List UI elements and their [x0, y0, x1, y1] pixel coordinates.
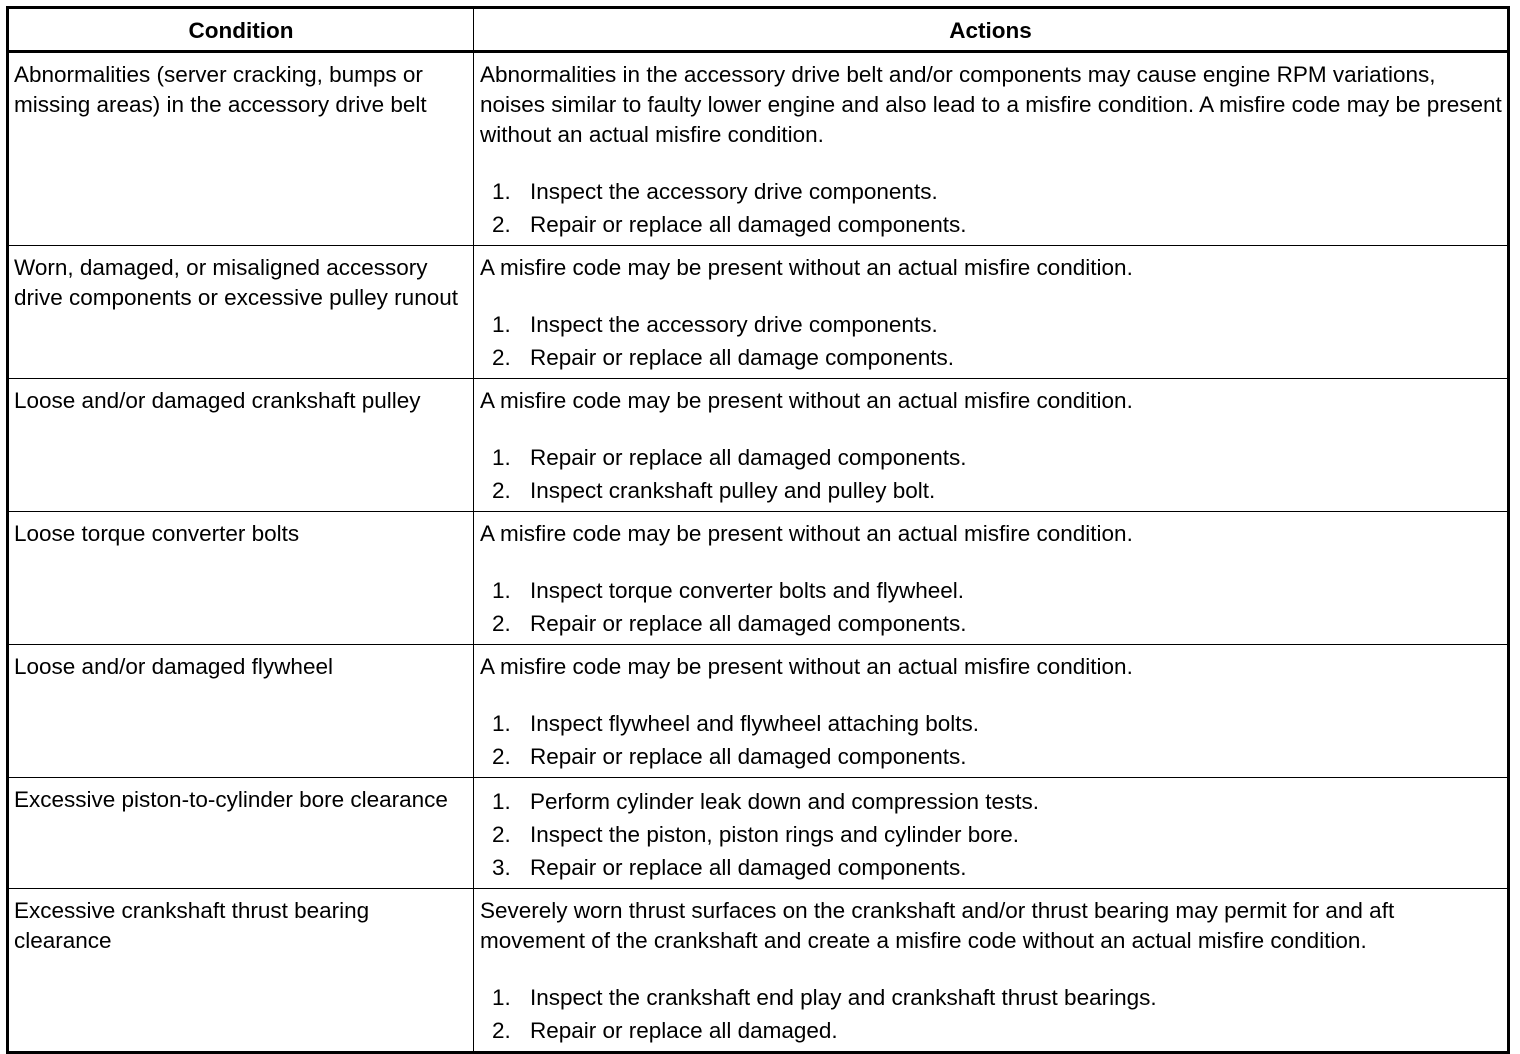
step-text: Repair or replace all damaged components. [530, 611, 967, 636]
step-number: 2. [492, 478, 511, 503]
step-item [492, 208, 1504, 241]
action-description: A misfire code may be present without an actual misfire condition. [480, 255, 1133, 280]
step-number: 1. [492, 789, 511, 814]
diagnostic-table [6, 6, 1510, 1054]
step-item [492, 707, 1504, 740]
step-item [492, 818, 1504, 851]
table-row [8, 379, 1509, 512]
step-text: Inspect the accessory drive components. [530, 179, 938, 204]
table-row [8, 645, 1509, 778]
table-header-row [8, 8, 1509, 52]
step-number: 1. [492, 445, 511, 470]
step-number: 2. [492, 822, 511, 847]
step-number: 2. [492, 1018, 511, 1043]
condition-cell: Loose torque converter bolts [8, 512, 474, 645]
action-steps [480, 785, 1504, 884]
step-item [492, 740, 1504, 773]
actions-cell [474, 778, 1509, 889]
step-item [492, 1014, 1504, 1047]
step-number: 2. [492, 744, 511, 769]
condition-cell: Excessive piston-to-cylinder bore clearance [8, 778, 474, 889]
step-item [492, 341, 1504, 374]
action-steps [480, 308, 1504, 374]
column-header-condition: Condition [8, 8, 474, 52]
condition-cell: Loose and/or damaged crankshaft pulley [8, 379, 474, 512]
actions-cell [474, 379, 1509, 512]
actions-cell [474, 512, 1509, 645]
step-number: 1. [492, 179, 511, 204]
action-description: Abnormalities in the accessory drive belt and/or components may cause engine RPM variations, noises similar to faulty lower engine and also lead to a misfire condition. A misfire code may be present without an actual misfire condition. [480, 62, 1502, 147]
step-text: Repair or replace all damaged components. [530, 855, 967, 880]
step-item [492, 474, 1504, 507]
condition-cell: Abnormalities (server cracking, bumps or missing areas) in the accessory drive belt [8, 52, 474, 246]
action-description: A misfire code may be present without an actual misfire condition. [480, 388, 1133, 413]
step-item [492, 851, 1504, 884]
step-text: Repair or replace all damage components. [530, 345, 954, 370]
step-item [492, 574, 1504, 607]
step-text: Repair or replace all damaged components. [530, 744, 967, 769]
step-item [492, 607, 1504, 640]
actions-cell [474, 52, 1509, 246]
table-row [8, 246, 1509, 379]
step-text: Repair or replace all damaged components. [530, 212, 967, 237]
step-item [492, 785, 1504, 818]
table-row [8, 889, 1509, 1053]
step-text: Repair or replace all damaged. [530, 1018, 838, 1043]
action-description: A misfire code may be present without an actual misfire condition. [480, 654, 1133, 679]
step-number: 1. [492, 711, 511, 736]
step-text: Inspect flywheel and flywheel attaching bolts. [530, 711, 980, 736]
step-item [492, 441, 1504, 474]
action-steps [480, 707, 1504, 773]
action-steps [480, 574, 1504, 640]
step-number: 2. [492, 212, 511, 237]
condition-cell: Worn, damaged, or misaligned accessory drive components or excessive pulley runout [8, 246, 474, 379]
table-row [8, 512, 1509, 645]
step-item [492, 308, 1504, 341]
step-text: Inspect crankshaft pulley and pulley bolt. [530, 478, 936, 503]
step-text: Perform cylinder leak down and compression tests. [530, 789, 1039, 814]
column-header-actions: Actions [474, 8, 1509, 52]
step-number: 3. [492, 855, 511, 880]
condition-cell: Loose and/or damaged flywheel [8, 645, 474, 778]
actions-cell [474, 645, 1509, 778]
action-description: Severely worn thrust surfaces on the crankshaft and/or thrust bearing may permit for and aft movement of the crankshaft and create a misfire code without an actual misfire condition. [480, 898, 1395, 953]
step-text: Inspect the accessory drive components. [530, 312, 938, 337]
action-steps [480, 441, 1504, 507]
step-text: Repair or replace all damaged components. [530, 445, 967, 470]
step-number: 2. [492, 611, 511, 636]
step-item [492, 175, 1504, 208]
step-number: 2. [492, 345, 511, 370]
actions-cell [474, 246, 1509, 379]
step-text: Inspect the piston, piston rings and cylinder bore. [530, 822, 1020, 847]
action-steps [480, 175, 1504, 241]
step-number: 1. [492, 578, 511, 603]
step-number: 1. [492, 312, 511, 337]
table-row [8, 778, 1509, 889]
condition-cell: Excessive crankshaft thrust bearing clearance [8, 889, 474, 1053]
step-text: Inspect torque converter bolts and flywheel. [530, 578, 964, 603]
table-row [8, 52, 1509, 246]
step-number: 1. [492, 985, 511, 1010]
step-item [492, 981, 1504, 1014]
action-description: A misfire code may be present without an actual misfire condition. [480, 521, 1133, 546]
actions-cell [474, 889, 1509, 1053]
action-steps [480, 981, 1504, 1047]
step-text: Inspect the crankshaft end play and crankshaft thrust bearings. [530, 985, 1157, 1010]
